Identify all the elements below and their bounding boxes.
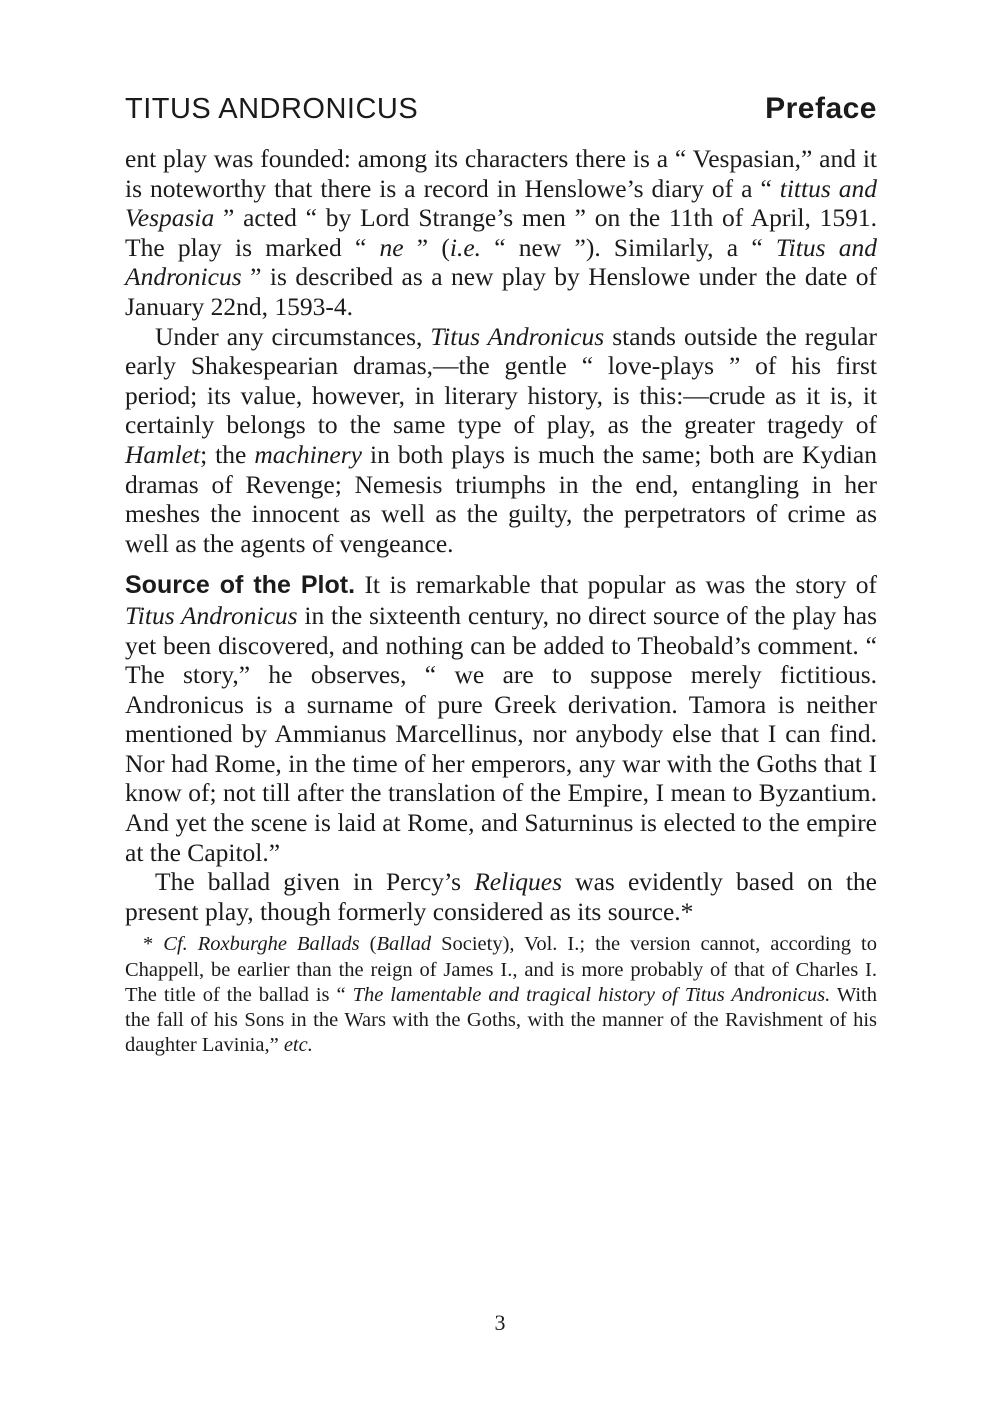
page-number: 3: [494, 1310, 506, 1335]
text-run: stands outside the regular early Shakespearian dramas,—the gentle “ love-plays ” of his first period; its value, however, in literary history, is this:—crude as it is, it certainly belongs to the same type of play, as the greater tragedy of: [125, 321, 877, 440]
text-run: in the sixteenth century, no direct source of the play has yet been discovered, and nothing can be added to Theobald’s comment. “ The story,” he observes, “ we are to suppose merely fictitious. Andronicus is a surname of pure Greek derivation. Tamora is neither mentioned by Ammianus Marcellinus, nor anybody else that I can find. Nor had Rome, in the time of her emperors, any war with the Goths that I know of; not till after the translation of the Empire, I mean to Byzantium. And yet the scene is laid at Rome, and Saturninus is elected to the empire at the Capitol.”: [125, 600, 877, 867]
text-run: Under any circumstances,: [155, 321, 431, 351]
italic-run: i.e.: [449, 232, 482, 262]
text-run: Society), Vol. I.; the version cannot, according to Chappell, be earlier than the reign of James I., and is more probably of that of Charles I. The title of the ballad is “: [125, 933, 878, 1006]
text-run: ” acted “ by Lord Strange’s men ” on the 11th of April, 1591. The play is marked “: [125, 203, 877, 262]
text-run: ” (: [403, 232, 450, 262]
text-run: in both plays is much the same; both are Kydian dramas of Revenge; Nemesis triumphs in the end, entangling in her meshes the innocent as well as the guilty, the perpetrators of crime as well as the agents of vengeance.: [125, 439, 877, 558]
italic-run: Titus Andronicus: [125, 600, 298, 630]
italic-run: Titus Andronicus: [430, 321, 605, 351]
italic-run: Ballad: [376, 933, 432, 956]
paragraph-source-of-plot: [125, 570, 877, 867]
page: [125, 92, 877, 1058]
italic-run: Reliques: [474, 867, 563, 897]
paragraph-circumstances: [125, 322, 877, 559]
footnote: [125, 932, 877, 1058]
italic-run: tittus and Vespasia: [125, 173, 878, 233]
paragraph-ballad: [125, 867, 877, 926]
italic-run: etc.: [283, 1034, 313, 1057]
text-run: ” is described as a new play by Henslowe under the date of January 22nd, 1593-4.: [125, 262, 877, 321]
italic-run: ne: [379, 232, 404, 262]
text-run: was evidently based on the present play, though formerly considered as its source.*: [125, 867, 877, 926]
italic-run: Hamlet: [125, 439, 201, 469]
side-heading: Source of the Plot.: [125, 571, 356, 600]
italic-run: machinery: [254, 439, 362, 469]
text-run: *: [143, 933, 164, 956]
paragraph-henslowe: [125, 144, 877, 322]
text-run: The ballad given in Percy’s: [155, 867, 475, 897]
text-run: It is remarkable that popular as was the story of: [355, 570, 877, 600]
section-title: Preface: [765, 92, 877, 125]
italic-run: Cf. Roxburghe Ballads: [163, 933, 360, 956]
running-title: TITUS ANDRONICUS: [125, 93, 419, 125]
text-run: With the fall of his Sons in the Wars with the Goths, with the manner of the Ravishment of his daughter Lavinia,”: [125, 983, 877, 1057]
italic-run: Titus and Andronicus: [125, 232, 878, 292]
italic-run: The lamentable and tragical history of Titus Andronicus.: [352, 983, 831, 1006]
text-run: (: [359, 933, 377, 956]
running-head: [125, 92, 877, 144]
text-run: “ new ”). Similarly, a “: [481, 232, 776, 262]
text-run: ; the: [200, 439, 255, 469]
text-run: ent play was founded: among its characters there is a “ Vespasian,” and it is noteworthy that there is a record in Henslowe’s diary of a “: [125, 144, 877, 203]
